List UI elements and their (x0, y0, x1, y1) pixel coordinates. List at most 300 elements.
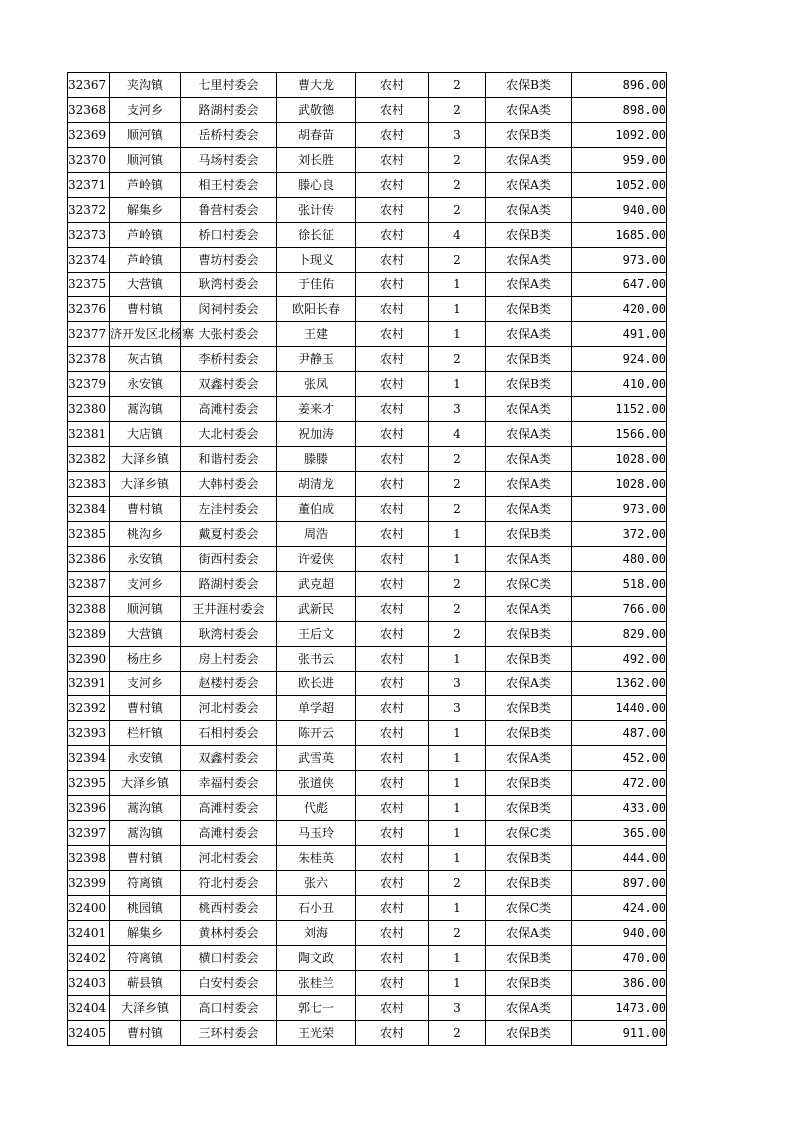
record-id-cell: 32372 (68, 197, 110, 222)
insurance-category-cell: 农保A类 (486, 472, 572, 497)
area-type-cell: 农村 (356, 97, 429, 122)
insurance-category-cell: 农保A类 (486, 496, 572, 521)
insurance-category-cell: 农保A类 (486, 920, 572, 945)
table-body (68, 73, 667, 1046)
person-name-cell: 张桂兰 (277, 970, 356, 995)
town-cell: 蒿沟镇 (110, 796, 181, 821)
insurance-category-cell: 农保A类 (486, 97, 572, 122)
record-id-cell: 32374 (68, 247, 110, 272)
insurance-category-cell: 农保A类 (486, 247, 572, 272)
insurance-category-cell: 农保B类 (486, 796, 572, 821)
village-committee-cell: 大张村委会 (181, 322, 277, 347)
insurance-category-cell: 农保B类 (486, 721, 572, 746)
amount-cell: 829.00 (572, 621, 667, 646)
household-count-cell: 1 (429, 322, 486, 347)
village-committee-cell: 桥口村委会 (181, 222, 277, 247)
household-count-cell: 2 (429, 347, 486, 372)
village-committee-cell: 高滩村委会 (181, 397, 277, 422)
person-name-cell: 徐长征 (277, 222, 356, 247)
area-type-cell: 农村 (356, 472, 429, 497)
town-cell: 顺河镇 (110, 596, 181, 621)
household-count-cell: 2 (429, 920, 486, 945)
household-count-cell: 1 (429, 521, 486, 546)
area-type-cell: 农村 (356, 322, 429, 347)
town-cell: 大泽乡镇 (110, 995, 181, 1020)
household-count-cell: 1 (429, 796, 486, 821)
amount-cell: 896.00 (572, 73, 667, 98)
household-count-cell: 1 (429, 272, 486, 297)
household-count-cell: 1 (429, 895, 486, 920)
table-row (68, 571, 667, 596)
village-committee-cell: 高滩村委会 (181, 796, 277, 821)
record-id-cell: 32375 (68, 272, 110, 297)
area-type-cell: 农村 (356, 247, 429, 272)
town-cell: 桃园镇 (110, 895, 181, 920)
area-type-cell: 农村 (356, 970, 429, 995)
area-type-cell: 农村 (356, 796, 429, 821)
amount-cell: 1566.00 (572, 422, 667, 447)
town-cell: 符离镇 (110, 945, 181, 970)
town-cell: 蒿沟镇 (110, 397, 181, 422)
amount-cell: 424.00 (572, 895, 667, 920)
village-committee-cell: 七里村委会 (181, 73, 277, 98)
insurance-category-cell: 农保B类 (486, 621, 572, 646)
town-cell: 芦岭镇 (110, 172, 181, 197)
amount-cell: 452.00 (572, 746, 667, 771)
insurance-category-cell: 农保B类 (486, 771, 572, 796)
household-count-cell: 2 (429, 247, 486, 272)
village-committee-cell: 鲁营村委会 (181, 197, 277, 222)
record-id-cell: 32380 (68, 397, 110, 422)
area-type-cell: 农村 (356, 621, 429, 646)
household-count-cell: 2 (429, 172, 486, 197)
village-committee-cell: 路湖村委会 (181, 97, 277, 122)
household-count-cell: 1 (429, 646, 486, 671)
insurance-category-cell: 农保B类 (486, 73, 572, 98)
assistance-records-table (67, 72, 667, 1046)
person-name-cell: 朱桂英 (277, 846, 356, 871)
town-cell: 顺河镇 (110, 122, 181, 147)
record-id-cell: 32393 (68, 721, 110, 746)
person-name-cell: 董伯成 (277, 496, 356, 521)
town-cell: 桃沟乡 (110, 521, 181, 546)
table-row (68, 871, 667, 896)
town-cell: 顺河镇 (110, 147, 181, 172)
household-count-cell: 2 (429, 871, 486, 896)
record-id-cell: 32377 (68, 322, 110, 347)
household-count-cell: 2 (429, 97, 486, 122)
insurance-category-cell: 农保B类 (486, 646, 572, 671)
amount-cell: 1052.00 (572, 172, 667, 197)
household-count-cell: 1 (429, 297, 486, 322)
area-type-cell: 农村 (356, 646, 429, 671)
amount-cell: 472.00 (572, 771, 667, 796)
person-name-cell: 王光荣 (277, 1020, 356, 1045)
area-type-cell: 农村 (356, 297, 429, 322)
record-id-cell: 32373 (68, 222, 110, 247)
household-count-cell: 1 (429, 771, 486, 796)
person-name-cell: 滕滕 (277, 447, 356, 472)
village-committee-cell: 高滩村委会 (181, 821, 277, 846)
insurance-category-cell: 农保A类 (486, 546, 572, 571)
record-id-cell: 32382 (68, 447, 110, 472)
village-committee-cell: 石相村委会 (181, 721, 277, 746)
household-count-cell: 1 (429, 945, 486, 970)
insurance-category-cell: 农保A类 (486, 172, 572, 197)
amount-cell: 1685.00 (572, 222, 667, 247)
record-id-cell: 32404 (68, 995, 110, 1020)
village-committee-cell: 白安村委会 (181, 970, 277, 995)
table-row (68, 447, 667, 472)
insurance-category-cell: 农保C类 (486, 821, 572, 846)
person-name-cell: 欧阳长春 (277, 297, 356, 322)
village-committee-cell: 和谐村委会 (181, 447, 277, 472)
person-name-cell: 武敬德 (277, 97, 356, 122)
insurance-category-cell: 农保B类 (486, 372, 572, 397)
area-type-cell: 农村 (356, 1020, 429, 1045)
person-name-cell: 刘长胜 (277, 147, 356, 172)
table-row (68, 247, 667, 272)
person-name-cell: 欧长进 (277, 671, 356, 696)
record-id-cell: 32367 (68, 73, 110, 98)
insurance-category-cell: 农保A类 (486, 746, 572, 771)
village-committee-cell: 耿湾村委会 (181, 272, 277, 297)
area-type-cell: 农村 (356, 397, 429, 422)
village-committee-cell: 大韩村委会 (181, 472, 277, 497)
amount-cell: 1092.00 (572, 122, 667, 147)
town-cell: 解集乡 (110, 920, 181, 945)
table-row (68, 97, 667, 122)
person-name-cell: 曹大龙 (277, 73, 356, 98)
household-count-cell: 2 (429, 496, 486, 521)
area-type-cell: 农村 (356, 671, 429, 696)
area-type-cell: 农村 (356, 272, 429, 297)
village-committee-cell: 左洼村委会 (181, 496, 277, 521)
area-type-cell: 农村 (356, 746, 429, 771)
amount-cell: 420.00 (572, 297, 667, 322)
person-name-cell: 张书云 (277, 646, 356, 671)
village-committee-cell: 房上村委会 (181, 646, 277, 671)
area-type-cell: 农村 (356, 846, 429, 871)
amount-cell: 647.00 (572, 272, 667, 297)
person-name-cell: 郭七一 (277, 995, 356, 1020)
record-id-cell: 32369 (68, 122, 110, 147)
amount-cell: 1152.00 (572, 397, 667, 422)
amount-cell: 911.00 (572, 1020, 667, 1045)
town-cell: 永安镇 (110, 746, 181, 771)
town-cell: 曹村镇 (110, 1020, 181, 1045)
household-count-cell: 1 (429, 372, 486, 397)
area-type-cell: 农村 (356, 122, 429, 147)
town-cell: 蕲县镇 (110, 970, 181, 995)
table-row (68, 521, 667, 546)
table-row (68, 472, 667, 497)
insurance-category-cell: 农保B类 (486, 122, 572, 147)
amount-cell: 1473.00 (572, 995, 667, 1020)
town-cell: 大营镇 (110, 621, 181, 646)
record-id-cell: 32371 (68, 172, 110, 197)
table-row (68, 596, 667, 621)
area-type-cell: 农村 (356, 347, 429, 372)
town-cell: 符离镇 (110, 871, 181, 896)
amount-cell: 1440.00 (572, 696, 667, 721)
household-count-cell: 1 (429, 746, 486, 771)
insurance-category-cell: 农保A类 (486, 147, 572, 172)
town-cell: 芦岭镇 (110, 222, 181, 247)
area-type-cell: 农村 (356, 995, 429, 1020)
table-row (68, 496, 667, 521)
town-cell: 蒿沟镇 (110, 821, 181, 846)
village-committee-cell: 闵祠村委会 (181, 297, 277, 322)
amount-cell: 940.00 (572, 197, 667, 222)
insurance-category-cell: 农保A类 (486, 995, 572, 1020)
town-cell: 支河乡 (110, 571, 181, 596)
amount-cell: 410.00 (572, 372, 667, 397)
town-cell: 解集乡 (110, 197, 181, 222)
table-row (68, 995, 667, 1020)
table-row (68, 771, 667, 796)
amount-cell: 897.00 (572, 871, 667, 896)
town-cell: 永安镇 (110, 372, 181, 397)
area-type-cell: 农村 (356, 222, 429, 247)
record-id-cell: 32378 (68, 347, 110, 372)
record-id-cell: 32376 (68, 297, 110, 322)
village-committee-cell: 路湖村委会 (181, 571, 277, 596)
record-id-cell: 32402 (68, 945, 110, 970)
person-name-cell: 武雪英 (277, 746, 356, 771)
amount-cell: 365.00 (572, 821, 667, 846)
village-committee-cell: 王井涯村委会 (181, 596, 277, 621)
insurance-category-cell: 农保C类 (486, 571, 572, 596)
record-id-cell: 32401 (68, 920, 110, 945)
record-id-cell: 32384 (68, 496, 110, 521)
record-id-cell: 32389 (68, 621, 110, 646)
town-cell: 灰古镇 (110, 347, 181, 372)
person-name-cell: 张六 (277, 871, 356, 896)
record-id-cell: 32386 (68, 546, 110, 571)
insurance-category-cell: 农保A类 (486, 422, 572, 447)
table-row (68, 372, 667, 397)
area-type-cell: 农村 (356, 895, 429, 920)
table-row (68, 546, 667, 571)
table-row (68, 73, 667, 98)
amount-cell: 491.00 (572, 322, 667, 347)
record-id-cell: 32392 (68, 696, 110, 721)
village-committee-cell: 双鑫村委会 (181, 746, 277, 771)
table-row (68, 621, 667, 646)
table-row (68, 895, 667, 920)
person-name-cell: 王建 (277, 322, 356, 347)
table-row (68, 920, 667, 945)
person-name-cell: 许爱侠 (277, 546, 356, 571)
table-row (68, 671, 667, 696)
record-id-cell: 32396 (68, 796, 110, 821)
insurance-category-cell: 农保A类 (486, 397, 572, 422)
amount-cell: 433.00 (572, 796, 667, 821)
household-count-cell: 1 (429, 721, 486, 746)
town-cell: 济开发区北杨寨 (110, 322, 181, 347)
person-name-cell: 胡清龙 (277, 472, 356, 497)
person-name-cell: 陶文政 (277, 945, 356, 970)
insurance-category-cell: 农保A类 (486, 272, 572, 297)
amount-cell: 959.00 (572, 147, 667, 172)
household-count-cell: 3 (429, 122, 486, 147)
household-count-cell: 2 (429, 472, 486, 497)
insurance-category-cell: 农保B类 (486, 871, 572, 896)
area-type-cell: 农村 (356, 696, 429, 721)
area-type-cell: 农村 (356, 422, 429, 447)
village-committee-cell: 河北村委会 (181, 696, 277, 721)
area-type-cell: 农村 (356, 147, 429, 172)
record-id-cell: 32368 (68, 97, 110, 122)
town-cell: 大营镇 (110, 272, 181, 297)
insurance-category-cell: 农保A类 (486, 671, 572, 696)
record-id-cell: 32400 (68, 895, 110, 920)
area-type-cell: 农村 (356, 871, 429, 896)
table-row (68, 721, 667, 746)
insurance-category-cell: 农保A类 (486, 197, 572, 222)
person-name-cell: 张道侠 (277, 771, 356, 796)
village-committee-cell: 大北村委会 (181, 422, 277, 447)
table-row (68, 322, 667, 347)
area-type-cell: 农村 (356, 596, 429, 621)
record-id-cell: 32381 (68, 422, 110, 447)
household-count-cell: 2 (429, 596, 486, 621)
household-count-cell: 2 (429, 147, 486, 172)
amount-cell: 518.00 (572, 571, 667, 596)
insurance-category-cell: 农保B类 (486, 297, 572, 322)
household-count-cell: 1 (429, 821, 486, 846)
village-committee-cell: 耿湾村委会 (181, 621, 277, 646)
table-row (68, 422, 667, 447)
amount-cell: 1362.00 (572, 671, 667, 696)
person-name-cell: 张计传 (277, 197, 356, 222)
household-count-cell: 2 (429, 447, 486, 472)
area-type-cell: 农村 (356, 920, 429, 945)
table-row (68, 197, 667, 222)
area-type-cell: 农村 (356, 945, 429, 970)
person-name-cell: 胡春苗 (277, 122, 356, 147)
amount-cell: 973.00 (572, 496, 667, 521)
record-id-cell: 32403 (68, 970, 110, 995)
town-cell: 支河乡 (110, 671, 181, 696)
household-count-cell: 2 (429, 73, 486, 98)
insurance-category-cell: 农保B类 (486, 521, 572, 546)
village-committee-cell: 岳桥村委会 (181, 122, 277, 147)
town-cell: 夹沟镇 (110, 73, 181, 98)
household-count-cell: 2 (429, 571, 486, 596)
amount-cell: 372.00 (572, 521, 667, 546)
insurance-category-cell: 农保C类 (486, 895, 572, 920)
amount-cell: 973.00 (572, 247, 667, 272)
town-cell: 曹村镇 (110, 696, 181, 721)
village-committee-cell: 桃西村委会 (181, 895, 277, 920)
household-count-cell: 2 (429, 1020, 486, 1045)
town-cell: 曹村镇 (110, 846, 181, 871)
area-type-cell: 农村 (356, 73, 429, 98)
insurance-category-cell: 农保B类 (486, 970, 572, 995)
table-row (68, 347, 667, 372)
village-committee-cell: 横口村委会 (181, 945, 277, 970)
person-name-cell: 姜来才 (277, 397, 356, 422)
area-type-cell: 农村 (356, 821, 429, 846)
record-id-cell: 32388 (68, 596, 110, 621)
record-id-cell: 32370 (68, 147, 110, 172)
record-id-cell: 32405 (68, 1020, 110, 1045)
amount-cell: 898.00 (572, 97, 667, 122)
town-cell: 曹村镇 (110, 297, 181, 322)
insurance-category-cell: 农保B类 (486, 1020, 572, 1045)
person-name-cell: 石小丑 (277, 895, 356, 920)
village-committee-cell: 曹坊村委会 (181, 247, 277, 272)
table-row (68, 696, 667, 721)
person-name-cell: 卜现义 (277, 247, 356, 272)
table-row (68, 970, 667, 995)
village-committee-cell: 李桥村委会 (181, 347, 277, 372)
insurance-category-cell: 农保B类 (486, 846, 572, 871)
table-row (68, 122, 667, 147)
record-id-cell: 32394 (68, 746, 110, 771)
table-row (68, 172, 667, 197)
amount-cell: 480.00 (572, 546, 667, 571)
amount-cell: 940.00 (572, 920, 667, 945)
area-type-cell: 农村 (356, 521, 429, 546)
amount-cell: 766.00 (572, 596, 667, 621)
person-name-cell: 张凤 (277, 372, 356, 397)
household-count-cell: 4 (429, 422, 486, 447)
person-name-cell: 马玉玲 (277, 821, 356, 846)
insurance-category-cell: 农保A类 (486, 596, 572, 621)
table-row (68, 147, 667, 172)
table-row (68, 272, 667, 297)
town-cell: 永安镇 (110, 546, 181, 571)
record-id-cell: 32379 (68, 372, 110, 397)
amount-cell: 1028.00 (572, 447, 667, 472)
village-committee-cell: 马场村委会 (181, 147, 277, 172)
table-row (68, 746, 667, 771)
village-committee-cell: 戴夏村委会 (181, 521, 277, 546)
town-cell: 大泽乡镇 (110, 447, 181, 472)
insurance-category-cell: 农保A类 (486, 447, 572, 472)
village-committee-cell: 相王村委会 (181, 172, 277, 197)
village-committee-cell: 河北村委会 (181, 846, 277, 871)
person-name-cell: 祝加涛 (277, 422, 356, 447)
village-committee-cell: 高口村委会 (181, 995, 277, 1020)
table-row (68, 222, 667, 247)
household-count-cell: 2 (429, 197, 486, 222)
record-id-cell: 32391 (68, 671, 110, 696)
village-committee-cell: 黄林村委会 (181, 920, 277, 945)
table-row (68, 646, 667, 671)
area-type-cell: 农村 (356, 546, 429, 571)
person-name-cell: 滕心良 (277, 172, 356, 197)
household-count-cell: 2 (429, 621, 486, 646)
area-type-cell: 农村 (356, 496, 429, 521)
person-name-cell: 周浩 (277, 521, 356, 546)
record-id-cell: 32395 (68, 771, 110, 796)
amount-cell: 444.00 (572, 846, 667, 871)
person-name-cell: 陈开云 (277, 721, 356, 746)
household-count-cell: 4 (429, 222, 486, 247)
person-name-cell: 武新民 (277, 596, 356, 621)
amount-cell: 924.00 (572, 347, 667, 372)
village-committee-cell: 街西村委会 (181, 546, 277, 571)
insurance-category-cell: 农保B类 (486, 222, 572, 247)
amount-cell: 470.00 (572, 945, 667, 970)
amount-cell: 487.00 (572, 721, 667, 746)
town-cell: 栏杆镇 (110, 721, 181, 746)
town-cell: 大泽乡镇 (110, 771, 181, 796)
